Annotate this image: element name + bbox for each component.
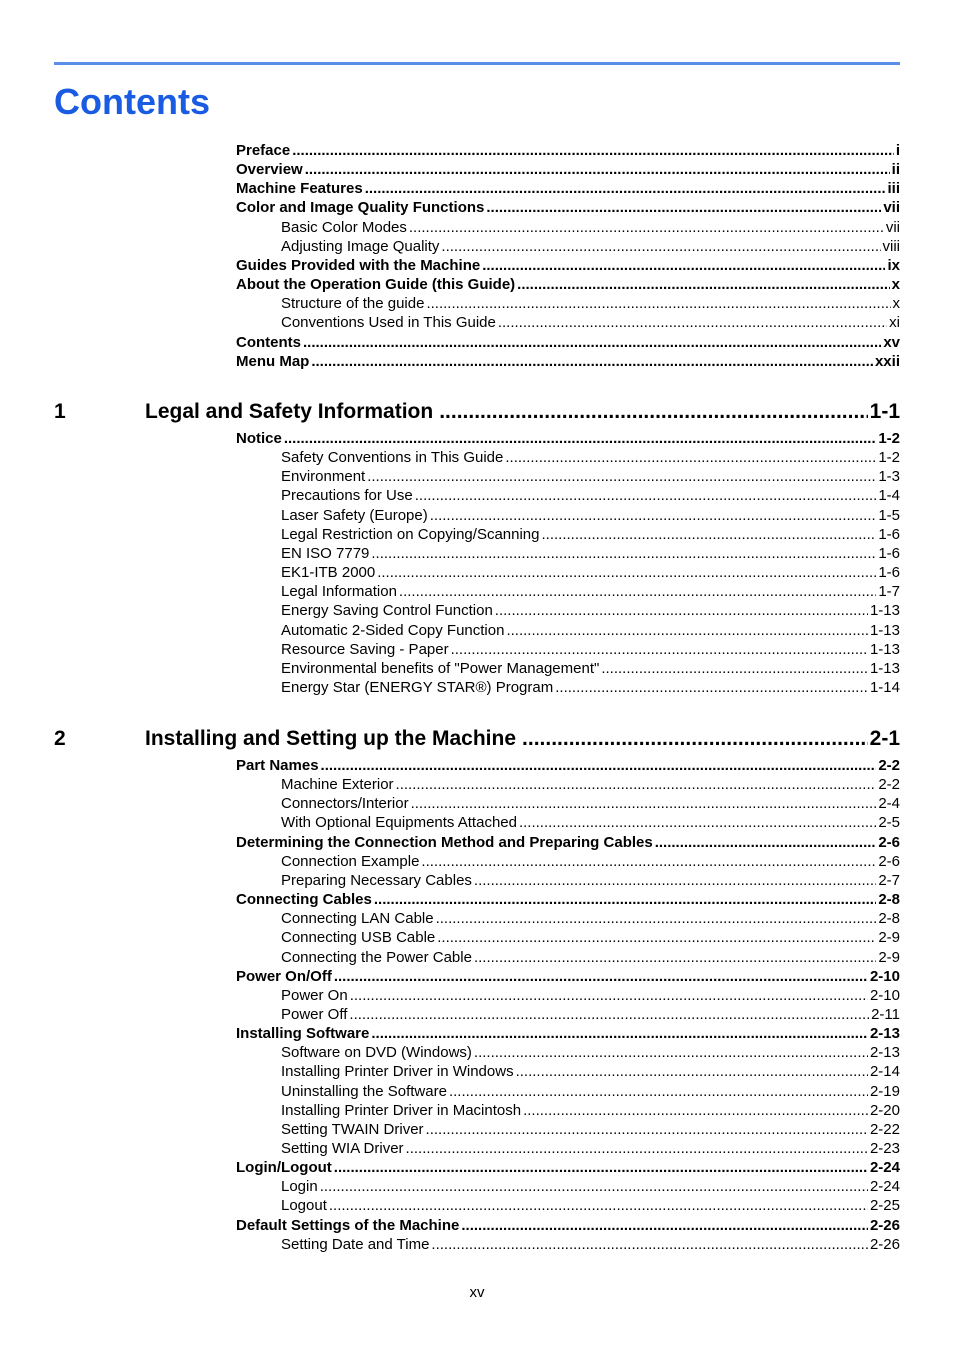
toc-entry-title: Machine Exterior (281, 776, 394, 794)
toc-entry-page: xxii (874, 352, 900, 370)
toc-entry-page: ix (887, 256, 900, 274)
dot-leader (396, 775, 877, 794)
dot-leader (311, 352, 873, 371)
toc-section-entry[interactable] (236, 1158, 900, 1177)
chapter-heading[interactable] (54, 726, 900, 752)
toc-entry-page: 2-9 (878, 929, 900, 947)
toc-entry-page: vii (885, 218, 900, 236)
toc-subsection-entry[interactable] (281, 1177, 900, 1196)
toc-entry-title: Logout (281, 1197, 327, 1215)
toc-section-entry[interactable] (236, 160, 900, 179)
toc-entry-page: 2-10 (869, 986, 900, 1004)
toc-entry-page: 1-13 (869, 621, 900, 639)
page-title: Contents (54, 81, 210, 122)
dot-leader (516, 1062, 868, 1081)
toc-entry-title: Preface (236, 142, 291, 159)
toc-entry-title: EN ISO 7779 (281, 544, 370, 562)
toc-subsection-entry[interactable] (281, 563, 900, 582)
toc-entry-title: Connecting LAN Cable (281, 910, 434, 928)
toc-entry-page: 2-5 (878, 814, 900, 832)
toc-entry-title: Determining the Connection Method and Preparing Cables (236, 833, 653, 851)
toc-entry-page: x (892, 295, 900, 313)
chapter-number: 2 (54, 727, 66, 750)
toc-entry-page: 1-6 (878, 564, 900, 582)
toc-subsection-entry[interactable] (281, 525, 900, 544)
toc-entry-title: Guides Provided with the Machine (236, 256, 481, 274)
toc-subsection-entry[interactable] (281, 544, 900, 563)
dot-leader (449, 1082, 868, 1101)
toc-entry-title: Part Names (236, 757, 319, 774)
dot-leader (411, 794, 877, 813)
toc-subsection-entry[interactable] (281, 948, 900, 967)
toc-entry-title: Legal Restriction on Copying/Scanning (281, 525, 540, 543)
dot-leader (474, 871, 876, 890)
toc-entry-page: 1-14 (869, 678, 900, 696)
toc-entry-page: 2-8 (878, 891, 900, 909)
toc-entry-page: 2-13 (869, 1044, 900, 1062)
toc-entry-title: Contents (236, 333, 301, 351)
toc-subsection-entry[interactable] (281, 1139, 900, 1158)
dot-leader (349, 1005, 869, 1024)
dot-leader (474, 948, 876, 967)
toc-subsection-entry[interactable] (281, 928, 900, 947)
dot-leader (439, 399, 867, 425)
dot-leader (303, 333, 881, 352)
toc-entry-page: 2-9 (878, 948, 900, 966)
toc-entry-title: Laser Safety (Europe) (281, 506, 428, 524)
toc-entry-page: ii (891, 161, 900, 179)
toc-entry-title: Connecting the Power Cable (281, 948, 472, 966)
toc-entry-page: 1-13 (869, 602, 900, 620)
dot-leader (555, 678, 868, 697)
toc-section-entry[interactable] (236, 890, 900, 909)
toc-subsection-entry[interactable] (281, 237, 900, 256)
toc-entry-title: Overview (236, 161, 303, 179)
toc-subsection-entry[interactable] (281, 448, 900, 467)
toc-entry-page: 2-26 (869, 1235, 900, 1253)
toc-entry-title: Installing Printer Driver in Macintosh (281, 1101, 522, 1119)
dot-leader (399, 582, 876, 601)
toc-entry-page: xi (889, 314, 900, 332)
dot-leader (284, 429, 876, 448)
toc-entry-page: 2-26 (869, 1216, 900, 1234)
toc-subsection-entry[interactable] (281, 813, 900, 832)
toc-subsection-entry[interactable] (281, 1082, 900, 1101)
toc-entry-title: Machine Features (236, 180, 363, 198)
toc-entry-page: 2-14 (869, 1063, 900, 1081)
toc-subsection-entry[interactable] (281, 640, 900, 659)
dot-leader (431, 1235, 868, 1254)
toc-entry-page: viii (882, 237, 900, 255)
dot-leader (334, 967, 868, 986)
toc-entry-page: 2-23 (869, 1140, 900, 1157)
toc-subsection-entry[interactable] (281, 678, 900, 697)
dot-leader (371, 544, 876, 563)
toc-entry-title: Notice (236, 430, 282, 447)
toc-subsection-entry[interactable] (281, 1196, 900, 1215)
dot-leader (451, 640, 868, 659)
toc-entry-title: Precautions for Use (281, 487, 413, 505)
toc-entry-title: Energy Saving Control Function (281, 602, 493, 620)
toc-entry-page: 2-4 (878, 795, 900, 813)
toc-entry-page: x (891, 276, 900, 294)
toc-entry-title: Login/Logout (236, 1159, 332, 1177)
dot-leader (437, 928, 876, 947)
toc-subsection-entry[interactable] (281, 1062, 900, 1081)
chapter-title: Legal and Safety Information (145, 400, 434, 423)
dot-leader (426, 294, 890, 313)
dot-leader (371, 1024, 868, 1043)
toc-entry-title: Safety Conventions in This Guide (281, 449, 504, 467)
toc-subsection-entry[interactable] (281, 601, 900, 620)
toc-section-entry[interactable] (236, 198, 900, 217)
dot-leader (542, 525, 877, 544)
toc-entry-page: 2-8 (878, 910, 900, 928)
dot-leader (406, 1139, 868, 1158)
toc-section-entry[interactable] (236, 833, 900, 852)
toc-subsection-entry[interactable] (281, 775, 900, 794)
chapter-title: Installing and Setting up the Machine (145, 727, 517, 750)
toc-entry-title: Default Settings of the Machine (236, 1216, 460, 1234)
toc-entry-page: vii (883, 199, 900, 217)
toc-subsection-entry[interactable] (281, 1120, 900, 1139)
toc-entry-page: 2-20 (869, 1101, 900, 1119)
toc-entry-page: 1-5 (878, 506, 900, 524)
toc-subsection-entry[interactable] (281, 1043, 900, 1062)
toc-entry-page: 1-6 (878, 525, 900, 543)
toc-entry-page: 2-19 (869, 1082, 900, 1100)
dot-leader (461, 1216, 868, 1235)
toc-entry-title: Basic Color Modes (281, 218, 407, 236)
toc-entry-title: Installing Printer Driver in Windows (281, 1063, 514, 1081)
toc-section-entry[interactable] (236, 256, 900, 275)
dot-leader (377, 563, 876, 582)
toc-entry-title: Connecting USB Cable (281, 929, 436, 947)
toc-entry-page: 2-7 (878, 871, 900, 889)
toc-entry-title: Energy Star (ENERGY STAR®) Program (281, 678, 554, 696)
toc-section-entry[interactable] (236, 333, 900, 352)
dot-leader (655, 833, 877, 852)
dot-leader (601, 659, 868, 678)
dot-leader (505, 448, 876, 467)
toc-subsection-entry[interactable] (281, 1005, 900, 1024)
toc-subsection-entry[interactable] (281, 986, 900, 1005)
dot-leader (365, 179, 886, 198)
toc-subsection-entry[interactable] (281, 313, 900, 332)
toc-subsection-entry[interactable] (281, 871, 900, 890)
dot-leader (321, 756, 877, 775)
dot-leader (441, 237, 880, 256)
toc-entry-title: Connection Example (281, 852, 420, 870)
dot-leader (334, 1158, 868, 1177)
toc-subsection-entry[interactable] (281, 1235, 900, 1254)
dot-leader (436, 909, 877, 928)
toc-entry-page: 2-11 (871, 1005, 900, 1023)
dot-leader (517, 275, 890, 294)
toc-subsection-entry[interactable] (281, 467, 900, 486)
toc-entry-page: 2-10 (869, 967, 900, 985)
toc-entry-page: xv (883, 333, 900, 351)
toc-entry-title: Resource Saving - Paper (281, 640, 449, 658)
toc-section-entry[interactable] (236, 756, 900, 775)
toc-entry-title: Environment (281, 468, 366, 486)
dot-leader (329, 1196, 868, 1215)
toc-entry-title: Power Off (281, 1005, 348, 1023)
toc-subsection-entry[interactable] (281, 218, 900, 237)
chapter-page: 1-1 (869, 400, 900, 423)
toc-section-entry[interactable] (236, 967, 900, 986)
toc-entry-title: Preparing Necessary Cables (281, 871, 472, 889)
toc-subsection-entry[interactable] (281, 506, 900, 525)
toc-entry-page: 2-13 (869, 1025, 900, 1043)
dot-leader (474, 1043, 868, 1062)
dot-leader (519, 813, 876, 832)
dot-leader (498, 313, 887, 332)
toc-entry-page: 1-6 (878, 544, 900, 562)
chapter-page: 2-1 (869, 727, 900, 750)
toc-entry-page: 1-13 (869, 659, 900, 677)
toc-entry-title: Conventions Used in This Guide (281, 314, 496, 332)
chapter-number: 1 (54, 400, 66, 423)
toc-entry-title: Uninstalling the Software (281, 1082, 447, 1100)
toc-entry-page: 2-25 (869, 1197, 900, 1215)
toc-entry-page: 1-3 (878, 468, 900, 486)
toc-entry-title: Setting WIA Driver (281, 1140, 404, 1157)
toc-section-entry[interactable] (236, 275, 900, 294)
dot-leader (374, 890, 876, 909)
toc-entry-page: 2-2 (878, 776, 900, 794)
toc-entry-page: 1-7 (878, 583, 900, 601)
dot-leader (522, 726, 868, 752)
footer-page-number: xv (469, 1284, 485, 1301)
toc-entry-page: 2-6 (878, 852, 900, 870)
toc-entry-page: 2-22 (869, 1120, 900, 1138)
toc-entry-page: 2-24 (869, 1178, 900, 1196)
dot-leader (421, 852, 876, 871)
toc-entry-title: Legal Information (281, 583, 397, 601)
dot-leader (486, 198, 881, 217)
toc-entry-title: Software on DVD (Windows) (281, 1044, 472, 1062)
toc-subsection-entry[interactable] (281, 659, 900, 678)
toc-entry-title: Color and Image Quality Functions (236, 199, 485, 217)
dot-leader (506, 621, 868, 640)
dot-leader (430, 506, 877, 525)
toc-entry-title: Setting Date and Time (281, 1235, 430, 1253)
toc-entry-title: Login (281, 1178, 318, 1196)
toc-entry-title: EK1-ITB 2000 (281, 564, 376, 582)
toc-entry-title: Installing Software (236, 1025, 370, 1043)
toc-entry-title: With Optional Equipments Attached (281, 814, 517, 832)
toc-section-entry[interactable] (236, 429, 900, 448)
dot-leader (495, 601, 868, 620)
dot-leader (350, 986, 868, 1005)
dot-leader (523, 1101, 868, 1120)
dot-leader (320, 1177, 868, 1196)
toc-entry-title: Adjusting Image Quality (281, 237, 440, 255)
toc-subsection-entry[interactable] (281, 621, 900, 640)
toc-subsection-entry[interactable] (281, 294, 900, 313)
dot-leader (305, 160, 890, 179)
toc-subsection-entry[interactable] (281, 794, 900, 813)
toc-section-entry[interactable] (236, 1216, 900, 1235)
toc-entry-page: 1-2 (878, 449, 900, 467)
toc-section-entry[interactable] (236, 179, 900, 198)
toc-entry-page: i (895, 142, 900, 159)
toc-entry-title: Menu Map (236, 352, 310, 370)
toc-entry-title: Power On (281, 986, 348, 1004)
chapter-heading[interactable] (54, 399, 900, 425)
toc-entry-title: About the Operation Guide (this Guide) (236, 276, 516, 294)
toc-subsection-entry[interactable] (281, 1101, 900, 1120)
dot-leader (426, 1120, 868, 1139)
dot-leader (292, 141, 894, 160)
toc-subsection-entry[interactable] (281, 909, 900, 928)
toc-entry-title: Setting TWAIN Driver (281, 1120, 424, 1138)
toc-entry-title: Power On/Off (236, 967, 332, 985)
dot-leader (409, 218, 884, 237)
toc-subsection-entry[interactable] (281, 582, 900, 601)
toc-entry-page: iii (887, 180, 900, 198)
toc-entry-title: Structure of the guide (281, 295, 425, 313)
toc-section-entry[interactable] (236, 1024, 900, 1043)
toc-entry-page: 2-6 (878, 833, 900, 851)
toc-entry-title: Environmental benefits of "Power Management" (281, 659, 600, 677)
toc-entry-page: 2-2 (878, 757, 900, 774)
toc-entry-page: 2-24 (869, 1159, 900, 1177)
dot-leader (367, 467, 876, 486)
toc-section-entry[interactable] (236, 352, 900, 371)
toc-subsection-entry[interactable] (281, 486, 900, 505)
toc-subsection-entry[interactable] (281, 852, 900, 871)
toc-entry-page: 1-13 (869, 640, 900, 658)
toc-section-entry[interactable] (236, 141, 900, 160)
dot-leader (415, 486, 877, 505)
toc-entry-title: Connectors/Interior (281, 795, 409, 813)
toc-entry-title: Connecting Cables (236, 891, 372, 909)
dot-leader (482, 256, 885, 275)
toc-entry-page: 1-2 (878, 430, 900, 447)
toc-entry-title: Automatic 2-Sided Copy Function (281, 621, 505, 639)
toc-entry-page: 1-4 (878, 487, 900, 505)
